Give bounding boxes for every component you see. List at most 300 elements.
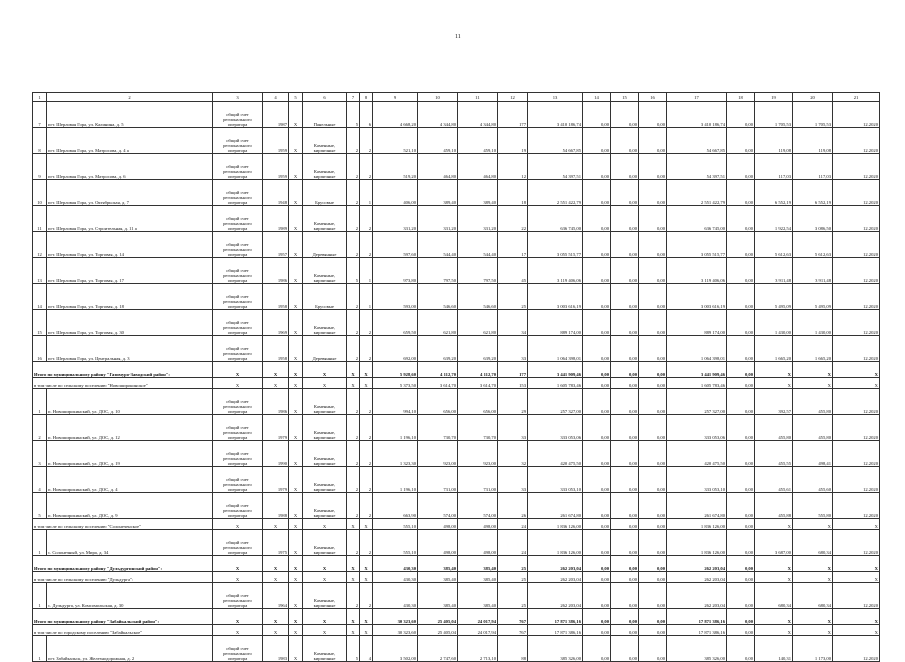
table-cell: 1 836 126,00: [667, 519, 727, 530]
table-cell: 730,70: [418, 415, 458, 441]
table-cell: 0,00: [583, 389, 611, 415]
table-cell: 889 174,00: [667, 310, 727, 336]
table-cell: 1: [360, 180, 373, 206]
table-cell: X: [303, 378, 347, 389]
table-cell: X: [755, 519, 793, 530]
table-cell: X: [289, 389, 303, 415]
table-cell: 2 551 422,79: [528, 180, 583, 206]
table-cell: 923,00: [458, 441, 498, 467]
table-cell: 0,00: [611, 530, 639, 556]
table-cell: 0,00: [727, 378, 755, 389]
table-cell: 17 871 386,16: [667, 609, 727, 625]
table-cell: 0,00: [639, 625, 667, 636]
table-cell: X: [289, 206, 303, 232]
table-cell: 464,80: [458, 154, 498, 180]
table-cell: 663,90: [373, 493, 418, 519]
table-cell: 153: [498, 378, 528, 389]
table-cell: 455,60: [793, 467, 833, 493]
table-cell: общий счет регионального оператора: [213, 583, 263, 609]
table-cell: 430,30: [373, 556, 418, 572]
table-cell: 331,20: [418, 206, 458, 232]
table-cell: Каменные, кирпичные: [303, 530, 347, 556]
table-cell: 2: [347, 232, 360, 258]
table-cell: 331,20: [458, 206, 498, 232]
table-cell: X: [289, 415, 303, 441]
address-cell: пгт. Шерловая Гора, ул. Торговая, д. 17: [47, 258, 213, 284]
table-cell: 0,00: [639, 467, 667, 493]
table-cell: 0,00: [583, 493, 611, 519]
table-cell: 1 836 126,00: [528, 530, 583, 556]
housing-repair-table: [32, 92, 880, 662]
table-cell: 2: [360, 128, 373, 154]
table-cell: 24: [498, 530, 528, 556]
table-cell: 1 665,20: [755, 336, 793, 362]
table-cell: X: [289, 102, 303, 128]
table-cell: общий счет регионального оператора: [213, 441, 263, 467]
table-cell: 406,00: [373, 180, 418, 206]
address-cell: пгт. Шерловая Гора, ул. Торговая, д. 14: [47, 232, 213, 258]
table-cell: Каменные, кирпичные: [303, 310, 347, 336]
table-cell: 0,00: [611, 362, 639, 378]
table-cell: 2: [347, 180, 360, 206]
table-cell: 2: [347, 310, 360, 336]
table-cell: 392,57: [755, 389, 793, 415]
table-cell: 621,80: [418, 310, 458, 336]
address-cell: пгт. Шерловая Гора, ул. Торговая, д. 18: [47, 284, 213, 310]
table-cell: Каменные, кирпичные: [303, 206, 347, 232]
table-cell: 546,60: [418, 284, 458, 310]
table-cell: X: [755, 362, 793, 378]
table-cell: 261 674,80: [667, 493, 727, 519]
table-cell: общий счет регионального оператора: [213, 389, 263, 415]
table-cell: 0,00: [639, 609, 667, 625]
table-cell: общий счет регионального оператора: [213, 128, 263, 154]
table-cell: 0,00: [611, 572, 639, 583]
table-cell: X: [213, 609, 263, 625]
table-cell: 0,00: [639, 583, 667, 609]
table-cell: 1: [33, 530, 47, 556]
table-cell: 1 173,00: [793, 636, 833, 662]
table-cell: X: [289, 583, 303, 609]
table-cell: 498,41: [793, 441, 833, 467]
table-cell: 1983: [263, 636, 289, 662]
table-cell: Каменные, кирпичные: [303, 154, 347, 180]
table-cell: 32: [498, 441, 528, 467]
table-cell: 2: [347, 389, 360, 415]
table-cell: 1 836 126,00: [667, 530, 727, 556]
table-cell: 593,00: [373, 284, 418, 310]
table-cell: 389,40: [458, 180, 498, 206]
table-cell: 33: [498, 467, 528, 493]
table-cell: 17 871 386,16: [667, 625, 727, 636]
table-cell: X: [360, 625, 373, 636]
table-cell: 1979: [263, 467, 289, 493]
table-cell: 420 475,50: [528, 441, 583, 467]
table-cell: 0,00: [727, 258, 755, 284]
table-cell: 639,20: [458, 336, 498, 362]
table-cell: Деревянные: [303, 336, 347, 362]
group-label-cell: в том числе по городскому поселению "Забайкальское": [33, 625, 213, 636]
table-cell: 7: [33, 102, 47, 128]
table-cell: 13: [33, 258, 47, 284]
table-cell: 385,40: [418, 583, 458, 609]
table-cell: X: [303, 625, 347, 636]
column-number: 4: [263, 93, 289, 102]
address-cell: пгт. Шерловая Гора, ул. Матросова, д. 6: [47, 154, 213, 180]
table-cell: 544,40: [418, 232, 458, 258]
table-cell: 597,60: [373, 232, 418, 258]
table-row: [33, 206, 880, 232]
table-cell: 0,00: [639, 128, 667, 154]
table-cell: 3 003 616,19: [667, 284, 727, 310]
table-cell: X: [289, 493, 303, 519]
table-cell: 12.2020: [833, 441, 880, 467]
table-cell: 1975: [263, 530, 289, 556]
address-cell: пгт. Шерловая Гора, ул. Центральная, д. 3: [47, 336, 213, 362]
group-label-cell: в том числе по сельскому поселению "Новоширокинское": [33, 378, 213, 389]
table-cell: 0,00: [727, 232, 755, 258]
table-cell: 636 745,00: [528, 206, 583, 232]
table-cell: 1 323,30: [373, 441, 418, 467]
table-cell: 12.2020: [833, 154, 880, 180]
table-cell: 0,00: [583, 519, 611, 530]
table-cell: 459,10: [418, 128, 458, 154]
table-cell: 5 612,63: [755, 232, 793, 258]
address-cell: с. Солонечный, ул. Мира, д. 34: [47, 530, 213, 556]
table-cell: 1959: [263, 154, 289, 180]
table-cell: 1957: [263, 232, 289, 258]
table-cell: общий счет регионального оператора: [213, 232, 263, 258]
table-cell: 26: [498, 493, 528, 519]
table-cell: 2: [360, 415, 373, 441]
table-cell: 455,80: [793, 389, 833, 415]
table-cell: 0,00: [583, 284, 611, 310]
table-cell: X: [263, 556, 289, 572]
table-cell: 555,80: [793, 493, 833, 519]
table-cell: X: [360, 362, 373, 378]
table-cell: 262 203,04: [667, 583, 727, 609]
address-cell: п. Новоширокинский, ул. ДОС, д. 10: [47, 389, 213, 415]
table-cell: 0,00: [583, 128, 611, 154]
table-cell: 54 667,85: [528, 128, 583, 154]
group-label-cell: в том числе по сельскому поселению "Дульдурга":: [33, 572, 213, 583]
table-cell: 0,00: [583, 467, 611, 493]
table-cell: 333 053,06: [528, 415, 583, 441]
table-cell: Каменные, кирпичные: [303, 389, 347, 415]
table-cell: 3 614,70: [418, 378, 458, 389]
table-cell: X: [833, 519, 880, 530]
table-cell: 767: [498, 609, 528, 625]
group-label-cell: Итого по муниципальному району "Забайкальский район":: [33, 609, 213, 625]
table-cell: 54 397,51: [667, 154, 727, 180]
table-cell: 2: [347, 583, 360, 609]
table-cell: 45: [498, 258, 528, 284]
table-cell: 12: [33, 232, 47, 258]
table-cell: общий счет регионального оператора: [213, 467, 263, 493]
table-row: [33, 180, 880, 206]
table-cell: 385 326,00: [667, 636, 727, 662]
table-cell: 0,00: [639, 493, 667, 519]
table-cell: 0,00: [727, 530, 755, 556]
table-cell: общий счет регионального оператора: [213, 284, 263, 310]
table-cell: 262 203,04: [528, 572, 583, 583]
table-row: [33, 389, 880, 415]
table-row: [33, 441, 880, 467]
table-cell: 0,00: [611, 583, 639, 609]
address-cell: пгт. Забайкальск, ул. Железнодорожная, д. 2: [47, 636, 213, 662]
table-cell: 18: [498, 180, 528, 206]
table-cell: 0,00: [583, 572, 611, 583]
table-row: [33, 102, 880, 128]
table-cell: 22: [498, 206, 528, 232]
table-cell: 0,00: [583, 258, 611, 284]
table-cell: 0,00: [611, 206, 639, 232]
table-cell: 0,00: [583, 180, 611, 206]
table-cell: Каменные, кирпичные: [303, 636, 347, 662]
table-cell: 2 747,60: [418, 636, 458, 662]
table-cell: 0,00: [639, 556, 667, 572]
table-cell: 464,80: [418, 154, 458, 180]
table-cell: 0,00: [583, 441, 611, 467]
table-cell: 177: [498, 102, 528, 128]
table-cell: 0,00: [639, 636, 667, 662]
table-cell: 544,40: [458, 232, 498, 258]
table-cell: 0,00: [611, 441, 639, 467]
table-cell: 731,00: [418, 467, 458, 493]
table-cell: 15: [33, 310, 47, 336]
table-cell: X: [289, 310, 303, 336]
settlement-subtotal-row: [33, 378, 880, 389]
table-cell: X: [755, 378, 793, 389]
table-cell: Каменные, кирпичные: [303, 467, 347, 493]
table-cell: 0,00: [583, 206, 611, 232]
table-cell: 0,00: [583, 310, 611, 336]
table-cell: 12.2020: [833, 310, 880, 336]
table-cell: 1948: [263, 180, 289, 206]
table-cell: X: [213, 556, 263, 572]
table-cell: 1969: [263, 310, 289, 336]
table-cell: 12.2020: [833, 389, 880, 415]
table-cell: X: [289, 336, 303, 362]
table-cell: 12: [498, 154, 528, 180]
table-cell: 1 922,54: [755, 206, 793, 232]
table-cell: 1958: [263, 284, 289, 310]
table-cell: X: [755, 609, 793, 625]
table-cell: 1 836 126,00: [528, 519, 583, 530]
table-cell: 555,10: [373, 530, 418, 556]
table-cell: 117,03: [793, 154, 833, 180]
table-cell: 0,00: [583, 556, 611, 572]
table-cell: 0,00: [727, 583, 755, 609]
column-number: 14: [583, 93, 611, 102]
table-cell: Каменные, кирпичные: [303, 415, 347, 441]
table-cell: 0,00: [611, 609, 639, 625]
settlement-subtotal-row: [33, 519, 880, 530]
table-cell: Брусовые: [303, 284, 347, 310]
table-cell: 0,00: [727, 206, 755, 232]
table-row: [33, 530, 880, 556]
table-cell: X: [755, 556, 793, 572]
table-cell: 1989: [263, 206, 289, 232]
table-cell: 2: [347, 154, 360, 180]
table-cell: 2: [360, 389, 373, 415]
table-cell: 25: [498, 572, 528, 583]
table-cell: X: [289, 378, 303, 389]
table-cell: X: [289, 625, 303, 636]
table-cell: 0,00: [727, 389, 755, 415]
table-cell: 5 495,09: [793, 284, 833, 310]
table-cell: 0,00: [611, 102, 639, 128]
table-cell: 1 064 398,01: [528, 336, 583, 362]
table-cell: X: [347, 572, 360, 583]
table-cell: X: [289, 519, 303, 530]
address-cell: п. Новоширокинский, ул. ДОС, д. 12: [47, 415, 213, 441]
table-cell: 3: [33, 441, 47, 467]
column-number: 17: [667, 93, 727, 102]
table-row: [33, 336, 880, 362]
table-cell: общий счет регионального оператора: [213, 415, 263, 441]
table-row: [33, 467, 880, 493]
table-cell: 2 551 422,79: [667, 180, 727, 206]
address-cell: п. Новоширокинский, ул. ДОС, д. 9: [47, 493, 213, 519]
table-cell: 2: [347, 530, 360, 556]
table-row: [33, 154, 880, 180]
table-cell: 385,40: [458, 572, 498, 583]
table-cell: X: [289, 467, 303, 493]
table-cell: X: [213, 378, 263, 389]
table-cell: 30 323,60: [373, 609, 418, 625]
column-number: 13: [528, 93, 583, 102]
table-cell: 0,00: [727, 636, 755, 662]
table-cell: X: [213, 362, 263, 378]
table-cell: 1 430,00: [755, 310, 793, 336]
table-cell: 262 203,04: [528, 556, 583, 572]
table-cell: 0,00: [583, 232, 611, 258]
table-cell: 0,00: [611, 625, 639, 636]
table-cell: X: [263, 609, 289, 625]
table-cell: 0,00: [727, 467, 755, 493]
table-cell: 0,00: [727, 556, 755, 572]
table-cell: 2: [347, 467, 360, 493]
table-cell: 1964: [263, 583, 289, 609]
table-cell: 498,00: [458, 530, 498, 556]
table-cell: 656,00: [458, 389, 498, 415]
table-cell: 0,00: [639, 441, 667, 467]
table-cell: 636 745,00: [667, 206, 727, 232]
table-cell: 25 405,04: [418, 625, 458, 636]
column-number: 9: [373, 93, 418, 102]
table-cell: 656,00: [418, 389, 458, 415]
table-cell: 5: [33, 493, 47, 519]
table-cell: 4: [360, 636, 373, 662]
table-cell: 1 430,00: [793, 310, 833, 336]
table-cell: 1 605 783,46: [667, 378, 727, 389]
table-cell: X: [347, 609, 360, 625]
table-cell: 0,00: [727, 284, 755, 310]
table-cell: 5 928,60: [373, 362, 418, 378]
table-cell: 0,00: [611, 389, 639, 415]
table-cell: 385,40: [458, 556, 498, 572]
table-cell: 680,34: [793, 530, 833, 556]
table-cell: X: [289, 530, 303, 556]
table-cell: X: [793, 625, 833, 636]
table-cell: 0,00: [727, 609, 755, 625]
table-cell: 119,08: [755, 128, 793, 154]
table-cell: X: [833, 625, 880, 636]
table-cell: X: [289, 232, 303, 258]
address-cell: пгт. Шерловая Гора, ул. Матросова, д. 4 а: [47, 128, 213, 154]
table-cell: 1958: [263, 336, 289, 362]
table-row: [33, 310, 880, 336]
table-cell: X: [289, 441, 303, 467]
table-cell: 2: [360, 493, 373, 519]
table-cell: 8: [33, 128, 47, 154]
table-cell: 0,00: [727, 102, 755, 128]
table-cell: X: [360, 609, 373, 625]
table-cell: 0,00: [727, 180, 755, 206]
table-cell: Панельные: [303, 102, 347, 128]
table-cell: X: [793, 362, 833, 378]
table-cell: 0,00: [611, 636, 639, 662]
table-cell: X: [289, 636, 303, 662]
table-cell: общий счет регионального оператора: [213, 180, 263, 206]
table-cell: 2: [360, 441, 373, 467]
table-cell: 455,55: [755, 441, 793, 467]
table-cell: 0,00: [727, 572, 755, 583]
table-cell: 5 495,09: [755, 284, 793, 310]
address-cell: п. Новоширокинский, ул. ДОС, д. 19: [47, 441, 213, 467]
table-cell: 25: [498, 583, 528, 609]
table-cell: 731,00: [458, 467, 498, 493]
table-cell: 261 674,80: [528, 493, 583, 519]
table-row: [33, 232, 880, 258]
district-total-row: [33, 362, 880, 378]
table-cell: Каменные, кирпичные: [303, 441, 347, 467]
table-cell: 16: [33, 336, 47, 362]
table-cell: 2: [360, 206, 373, 232]
table-cell: 30 323,60: [373, 625, 418, 636]
table-cell: 0,00: [639, 336, 667, 362]
table-cell: 0,00: [727, 310, 755, 336]
table-cell: 389,40: [418, 180, 458, 206]
table-cell: 5: [347, 636, 360, 662]
table-cell: 4 344,80: [458, 102, 498, 128]
table-cell: X: [793, 572, 833, 583]
column-number: 6: [303, 93, 347, 102]
table-cell: 3 003 616,19: [528, 284, 583, 310]
table-cell: X: [360, 572, 373, 583]
table-cell: 0,00: [611, 556, 639, 572]
table-cell: 0,00: [639, 258, 667, 284]
column-number: 2: [47, 93, 213, 102]
table-cell: 0,00: [639, 310, 667, 336]
table-cell: 12.2020: [833, 232, 880, 258]
table-cell: X: [263, 519, 289, 530]
table-cell: 12.2020: [833, 128, 880, 154]
table-cell: 639,20: [418, 336, 458, 362]
table-cell: 0,00: [611, 128, 639, 154]
table-cell: 730,70: [458, 415, 498, 441]
table-cell: 0,00: [639, 206, 667, 232]
table-cell: 385,40: [418, 556, 458, 572]
table-cell: 12.2020: [833, 583, 880, 609]
table-cell: 25 405,04: [418, 609, 458, 625]
table-cell: 0,00: [583, 378, 611, 389]
column-number: 5: [289, 93, 303, 102]
table-cell: 0,00: [583, 583, 611, 609]
table-cell: 0,00: [639, 519, 667, 530]
table-cell: 1 705,53: [755, 102, 793, 128]
